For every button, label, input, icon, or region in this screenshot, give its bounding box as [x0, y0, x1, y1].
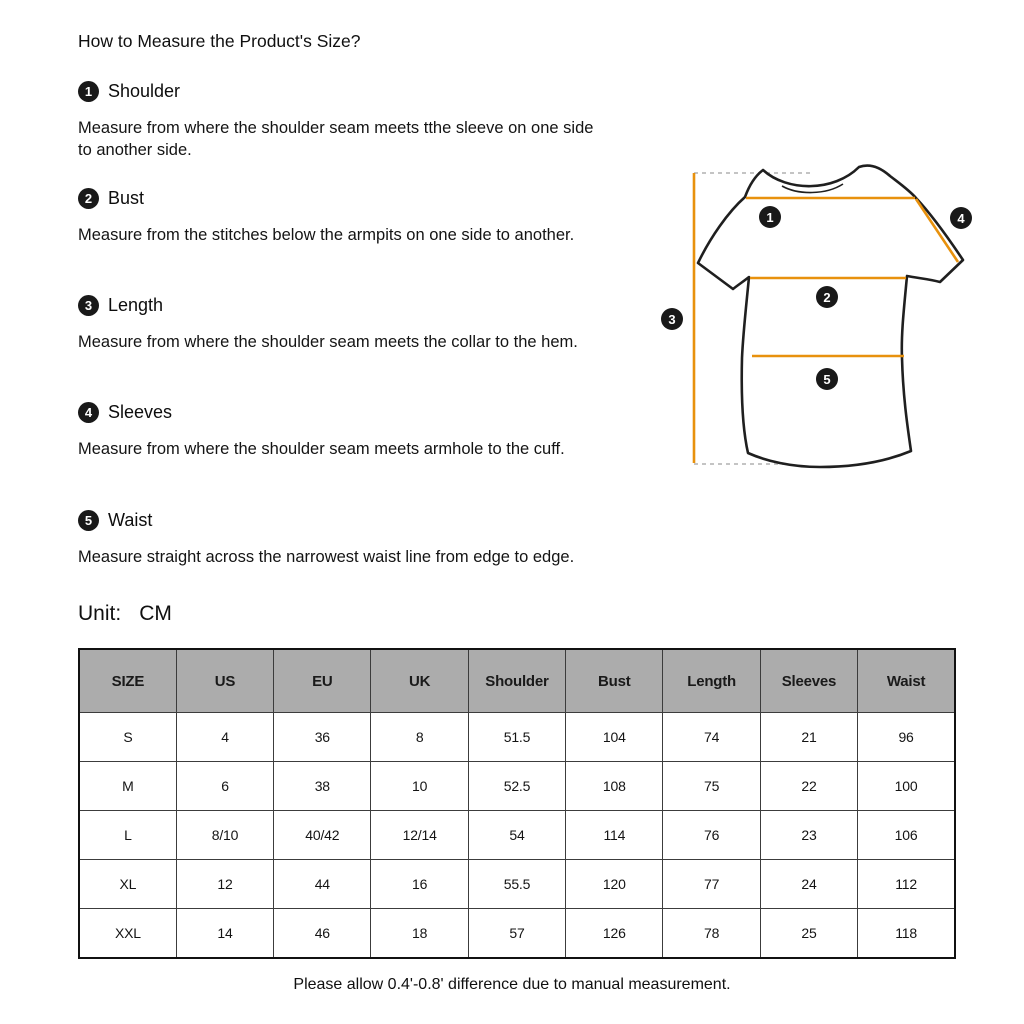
section-sleeves: [78, 401, 172, 423]
value-cell: 44: [274, 860, 371, 909]
value-cell: 23: [760, 811, 857, 860]
value-cell: 46: [274, 909, 371, 959]
value-cell: 126: [566, 909, 663, 959]
value-cell: 108: [566, 762, 663, 811]
column-header: Waist: [858, 649, 955, 713]
measurement-disclaimer: Please allow 0.4'-0.8' difference due to manual measurement.: [293, 976, 731, 993]
value-cell: 12: [176, 860, 273, 909]
size-cell: L: [79, 811, 176, 860]
value-cell: 18: [371, 909, 468, 959]
value-cell: 104: [566, 713, 663, 762]
section-label: Bust: [108, 187, 145, 208]
section-bust: [78, 187, 144, 209]
diagram-marker-4: [950, 207, 972, 229]
column-header: UK: [371, 649, 468, 713]
value-cell: 51.5: [468, 713, 565, 762]
column-header: Length: [663, 649, 760, 713]
value-cell: 14: [176, 909, 273, 959]
column-header: Shoulder: [468, 649, 565, 713]
value-cell: 118: [858, 909, 955, 959]
value-cell: 57: [468, 909, 565, 959]
number-5-badge: 5: [78, 510, 99, 531]
section-shoulder: [78, 80, 180, 102]
column-header: Bust: [566, 649, 663, 713]
value-cell: 25: [760, 909, 857, 959]
section-length: [78, 294, 163, 316]
size-cell: M: [79, 762, 176, 811]
column-header: EU: [274, 649, 371, 713]
diagram-marker-2: [816, 286, 838, 308]
size-cell: XL: [79, 860, 176, 909]
size-table: [78, 648, 956, 959]
column-header: US: [176, 649, 273, 713]
diagram-marker-1: [759, 206, 781, 228]
value-cell: 22: [760, 762, 857, 811]
unit-value: CM: [139, 602, 172, 625]
value-cell: 4: [176, 713, 273, 762]
table-row: [79, 762, 955, 811]
value-cell: 55.5: [468, 860, 565, 909]
unit-label: Unit:: [78, 602, 122, 625]
value-cell: 52.5: [468, 762, 565, 811]
value-cell: 120: [566, 860, 663, 909]
size-table-body: [79, 713, 955, 959]
value-cell: 12/14: [371, 811, 468, 860]
value-cell: 106: [858, 811, 955, 860]
value-cell: 54: [468, 811, 565, 860]
section-description: Measure from the stitches below the armpits on one side to another.: [78, 226, 575, 244]
value-cell: 75: [663, 762, 760, 811]
column-header: Sleeves: [760, 649, 857, 713]
section-description: Measure from where the shoulder seam meets armhole to the cuff.: [78, 440, 565, 458]
svg-text:5: 5: [823, 372, 831, 387]
column-header: SIZE: [79, 649, 176, 713]
value-cell: 40/42: [274, 811, 371, 860]
section-description: Measure from where the shoulder seam meets the collar to the hem.: [78, 333, 578, 351]
section-label: Sleeves: [108, 401, 173, 422]
unit-line: [78, 602, 172, 626]
value-cell: 24: [760, 860, 857, 909]
table-row: [79, 713, 955, 762]
value-cell: 10: [371, 762, 468, 811]
diagram-marker-3: [661, 308, 683, 330]
section-label: Waist: [108, 509, 153, 530]
section-waist: [78, 509, 152, 531]
section-description: Measure from where the shoulder seam meets tthe sleeve on one side to another side.: [78, 119, 594, 159]
value-cell: 78: [663, 909, 760, 959]
value-cell: 36: [274, 713, 371, 762]
value-cell: 74: [663, 713, 760, 762]
number-4-badge: 4: [78, 402, 99, 423]
value-cell: 112: [858, 860, 955, 909]
diagram-marker-5: [816, 368, 838, 390]
section-label: Shoulder: [108, 80, 181, 101]
value-cell: 38: [274, 762, 371, 811]
number-2-badge: 2: [78, 188, 99, 209]
size-cell: XXL: [79, 909, 176, 959]
value-cell: 100: [858, 762, 955, 811]
value-cell: 96: [858, 713, 955, 762]
value-cell: 8: [371, 713, 468, 762]
svg-text:4: 4: [957, 211, 965, 226]
section-label: Length: [108, 294, 164, 315]
value-cell: 114: [566, 811, 663, 860]
table-row: [79, 811, 955, 860]
number-1-badge: 1: [78, 81, 99, 102]
page-title: How to Measure the Product's Size?: [78, 31, 361, 51]
number-3-badge: 3: [78, 295, 99, 316]
value-cell: 77: [663, 860, 760, 909]
table-row: [79, 860, 955, 909]
value-cell: 8/10: [176, 811, 273, 860]
section-description: Measure straight across the narrowest waist line from edge to edge.: [78, 548, 575, 566]
size-cell: S: [79, 713, 176, 762]
svg-text:1: 1: [766, 210, 774, 225]
svg-text:2: 2: [823, 290, 831, 305]
table-row: [79, 909, 955, 959]
size-table-header-row: [79, 649, 955, 713]
value-cell: 6: [176, 762, 273, 811]
value-cell: 21: [760, 713, 857, 762]
svg-text:3: 3: [668, 312, 676, 327]
value-cell: 76: [663, 811, 760, 860]
value-cell: 16: [371, 860, 468, 909]
tshirt-measurement-diagram: [650, 150, 994, 484]
